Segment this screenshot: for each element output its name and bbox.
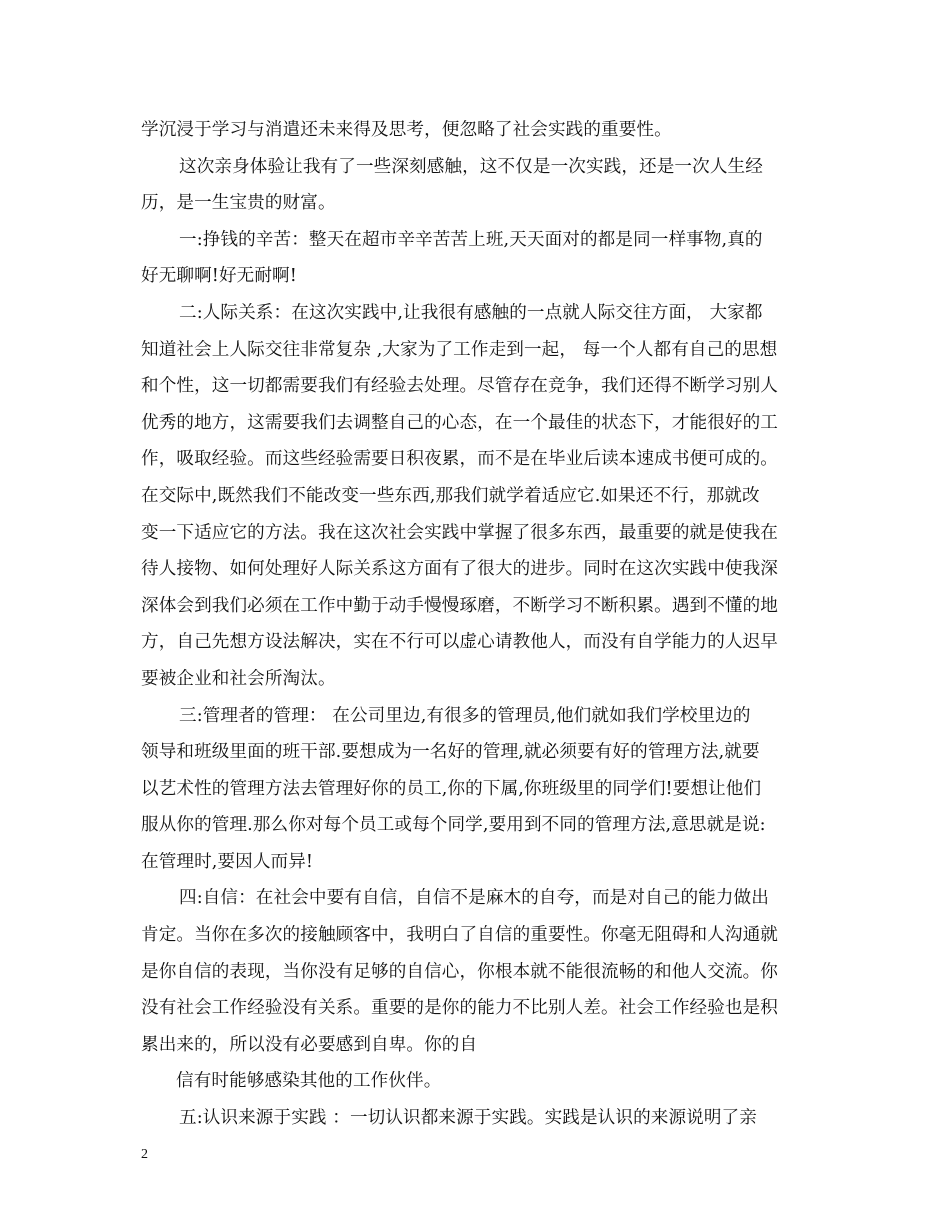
text-line: 变一下适应它的方法。我在这次社会实践中掌握了很多东西，最重要的就是使我在 [141, 522, 778, 543]
text-line: 没有社会工作经验没有关系。重要的是你的能力不比别人差。社会工作经验也是积 [141, 998, 778, 1019]
text-line: 作，吸取经验。而这些经验需要日积夜累，而不是在毕业后读本速成书便可成的。 [141, 449, 778, 470]
text-line: 好无聊啊!好无耐啊! [141, 266, 297, 287]
text-line: 优秀的地方，这需要我们去调整自己的心态，在一个最佳的状态下，才能很好的工 [141, 412, 778, 433]
text-line: 这次亲身体验让我有了一些深刻感触，这不仅是一次实践，还是一次人生经 [179, 156, 763, 177]
text-line: 肯定。当你在多次的接触顾客中，我明白了自信的重要性。你毫无阻碍和人沟通就 [141, 925, 778, 946]
text-line: 领导和班级里面的班干部.要想成为一名好的管理,就必须要有好的管理方法,就要 [141, 742, 760, 763]
text-line: 信有时能够感染其他的工作伙伴。 [176, 1071, 442, 1092]
text-line: 五:认识来源于实践 ：一切认识都来源于实践。实践是认识的来源说明了亲 [179, 1108, 757, 1129]
text-line: 二:人际关系：在这次实践中,让我很有感触的一点就人际交往方面， 大家都 [179, 302, 763, 323]
text-line: 深体会到我们必须在工作中勤于动手慢慢琢磨，不断学习不断积累。遇到不懂的地 [141, 595, 778, 616]
text-line: 待人接物、如何处理好人际关系这方面有了很大的进步。同时在这次实践中使我深 [141, 559, 778, 580]
text-line: 学沉浸于学习与消遣还未来得及思考，便忽略了社会实践的重要性。 [141, 120, 672, 140]
body-text [141, 112, 813, 1137]
page-number: 2 [141, 1147, 148, 1162]
text-line: 四:自信：在社会中要有自信，自信不是麻木的自夸，而是对自己的能力做出 [179, 888, 769, 909]
text-line: 在交际中,既然我们不能改变一些东西,那我们就学着适应它.如果还不行，那就改 [141, 485, 760, 506]
text-line: 是你自信的表现，当你没有足够的自信心，你根本就不能很流畅的和他人交流。你 [141, 961, 778, 982]
text-line: 要被企业和社会所淘汰。 [141, 668, 336, 689]
text-line: 累出来的，所以没有必要感到自卑。你的自 [141, 1034, 478, 1055]
text-line: 历，是一生宝贵的财富。 [141, 193, 336, 214]
text-line: 以艺术性的管理方法去管理好你的员工,你的下属,你班级里的同学们!要想让他们 [141, 778, 762, 799]
text-line: 和个性，这一切都需要我们有经验去处理。尽管存在竞争，我们还得不断学习别人 [141, 376, 778, 397]
text-line: 方，自己先想方设法解决，实在不行可以虚心请教他人，而没有自学能力的人迟早 [141, 632, 778, 653]
text-line: 一:挣钱的辛苦：整天在超市辛辛苦苦上班,天天面对的都是同一样事物,真的 [179, 229, 763, 250]
text-line: 三:管理者的管理： 在公司里边,有很多的管理员,他们就如我们学校里边的 [179, 705, 751, 726]
text-line: 在管理时,要因人而异! [141, 851, 314, 872]
text-line: 服从你的管理.那么你对每个员工或每个同学,要用到不同的管理方法,意思就是说: [141, 815, 766, 836]
text-line: 知道社会上人际交往非常复杂 ,大家为了工作走到一起， 每一个人都有自己的思想 [141, 339, 778, 360]
